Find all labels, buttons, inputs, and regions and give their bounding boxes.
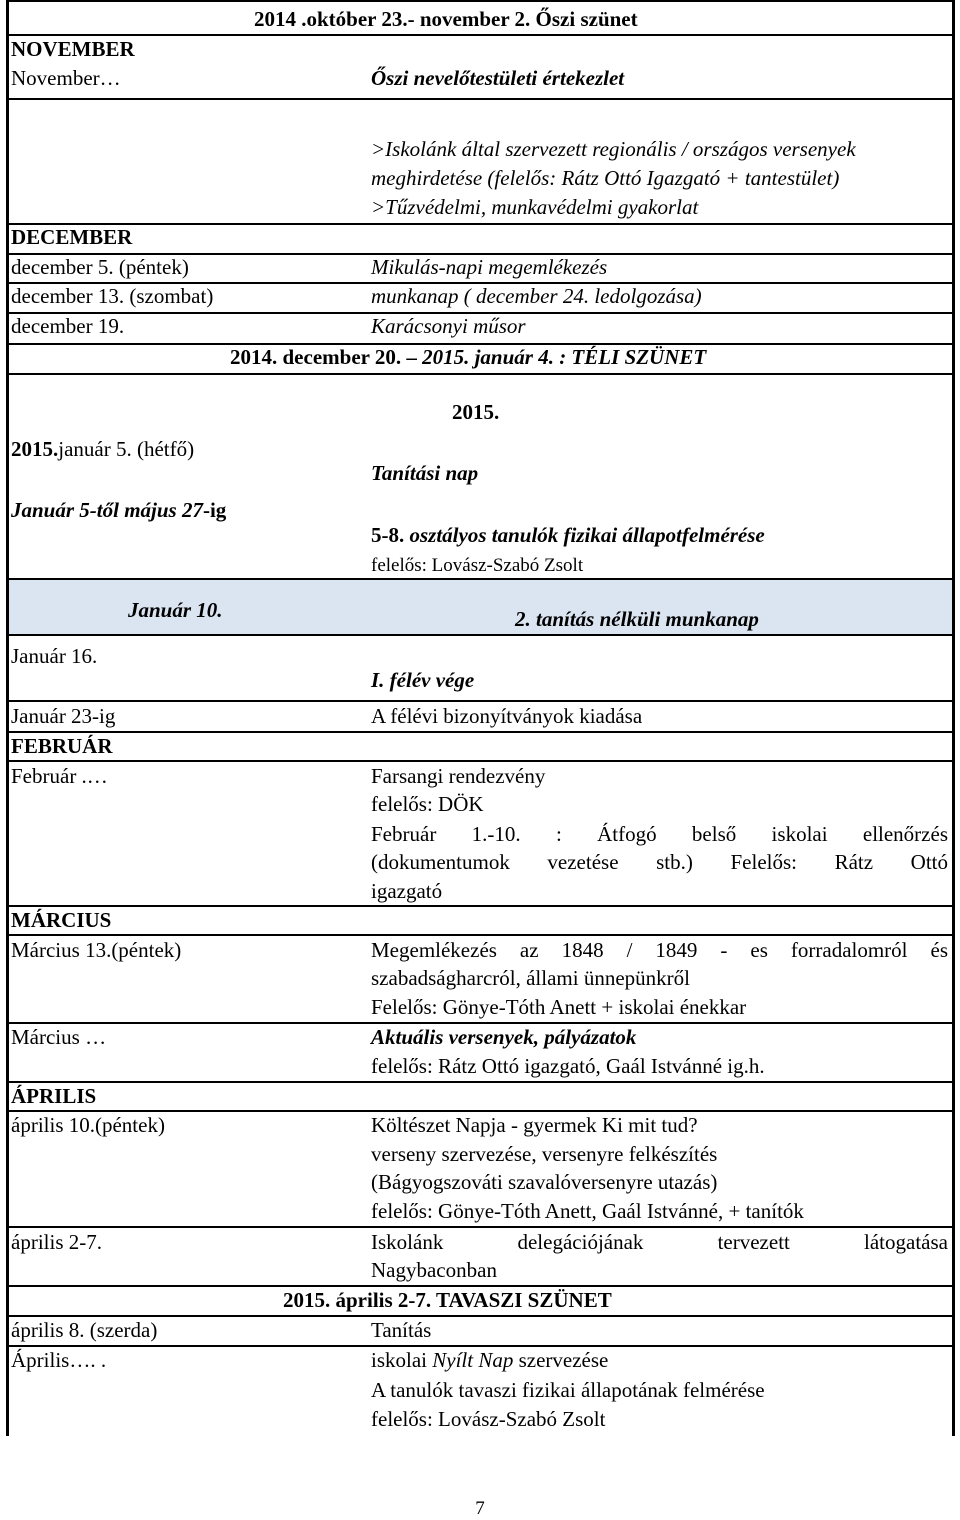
month-heading-april: ÁPRILIS (11, 1084, 97, 1108)
row-divider (6, 223, 955, 225)
page-number: 7 (475, 1498, 485, 1519)
row-divider (6, 34, 955, 36)
event-responsible: felelős: Rátz Ottó igazgató, Gaál Istvánné ig.h. (371, 1054, 765, 1078)
row-divider (6, 905, 955, 907)
event-note: verseny szervezése, versenyre felkészítés (371, 1142, 718, 1166)
event-date: Március … (11, 1025, 107, 1049)
event-date: Január 23-ig (11, 704, 116, 728)
event-title: Farsangi rendezvény (371, 764, 546, 788)
date-day: január 5. (hétfő) (58, 437, 195, 461)
winter-break-title (230, 343, 706, 371)
month-heading-march: MÁRCIUS (11, 908, 112, 932)
event-title: Nagybaconban (371, 1258, 497, 1282)
event-date: április 8. (szerda) (11, 1318, 158, 1342)
event-responsible: felelős: Lovász-Szabó Zsolt (371, 555, 584, 576)
event-note: meghirdetése (felelős: Rátz Ottó Igazgató + tantestület) (371, 166, 840, 190)
table-right-border (952, 0, 955, 1436)
event-note: Február 1.-10. : Átfogó belső iskolai ellenőrzés (371, 822, 948, 846)
event-title: Költészet Napja - gyermek Ki mit tud? (371, 1113, 698, 1137)
event-note: >Tűzvédelmi, munkavédelmi gyakorlat (371, 195, 699, 219)
date-year: 2015. (11, 437, 59, 461)
event-date: április 2-7. (11, 1230, 102, 1254)
autumn-break-title: 2014 .október 23.- november 2. Őszi szünet (254, 7, 638, 31)
event-title: munkanap ( december 24. ledolgozása) (371, 284, 702, 308)
event-date: Február .… (11, 764, 108, 788)
event-date: december 13. (szombat) (11, 284, 214, 308)
event-note: >Iskolánk által szervezett regionális / országos versenyek (371, 137, 856, 161)
event-date: április 10.(péntek) (11, 1113, 165, 1137)
event-date: Január 10. (128, 598, 223, 622)
winter-break-end: 2015. január 4. : TÉLI SZÜNET (422, 345, 707, 369)
row-divider (6, 98, 955, 100)
row-divider (6, 634, 955, 636)
event-title: 2. tanítás nélküli munkanap (515, 607, 759, 631)
event-date (11, 435, 194, 463)
spring-break-title: 2015. április 2-7. TAVASZI SZÜNET (283, 1288, 612, 1312)
event-title: A tanulók tavaszi fizikai állapotának felmérése (371, 1378, 765, 1402)
month-heading-november: NOVEMBER (11, 37, 135, 61)
event-prefix: iskolai (371, 1348, 433, 1372)
event-note: (dokumentumok vezetése stb.) Felelős: Rátz Ottó (371, 850, 948, 874)
event-title (371, 1346, 608, 1374)
event-title: Iskolánk delegációjának tervezett látogatása (371, 1230, 948, 1254)
event-date: Január 16. (11, 644, 98, 668)
event-title: I. félév vége (371, 668, 475, 692)
event-title: A félévi bizonyítványok kiadása (371, 704, 643, 728)
month-heading-december: DECEMBER (11, 225, 133, 249)
event-date: Április…. . (11, 1348, 107, 1372)
event-responsible: felelős: Gönye-Tóth Anett, Gaál Istvánné, + tanítók (371, 1199, 804, 1223)
row-divider (6, 0, 955, 2)
event-date: Március 13.(péntek) (11, 938, 182, 962)
event-grades: 5-8. (371, 523, 410, 547)
event-date: december 19. (11, 314, 125, 338)
event-responsible: felelős: Lovász-Szabó Zsolt (371, 1407, 606, 1431)
row-divider (6, 731, 955, 733)
row-divider (6, 373, 955, 375)
date-range: Január 5-től május 27 (11, 498, 203, 522)
event-responsible: felelős: DÖK (371, 792, 484, 816)
event-title: Aktuális versenyek, pályázatok (371, 1025, 637, 1049)
event-title: Tanítási nap (371, 461, 479, 485)
event-responsible: Felelős: Gönye-Tóth Anett + iskolai énekkar (371, 995, 747, 1019)
event-date: November… (11, 66, 121, 90)
month-heading-february: FEBRUÁR (11, 734, 113, 758)
event-title (371, 521, 765, 549)
winter-break-start: 2014. december 20. – (230, 345, 423, 369)
event-title: Mikulás-napi megemlékezés (371, 255, 608, 279)
event-title: Megemlékezés az 1848 / 1849 - es forradalomról és (371, 938, 948, 962)
event-emphasis: Nyílt Nap (432, 1348, 514, 1372)
event-suffix: szervezése (513, 1348, 609, 1372)
event-title: Karácsonyi műsor (371, 314, 526, 338)
year-heading: 2015. (452, 400, 500, 424)
event-date (11, 496, 226, 524)
event-title: Őszi nevelőtestületi értekezlet (371, 66, 625, 90)
event-description: osztályos tanulók fizikai állapotfelmérése (409, 523, 765, 547)
event-date: december 5. (péntek) (11, 255, 189, 279)
date-range-suffix: -ig (202, 498, 227, 522)
event-note: (Bágyogszováti szavalóversenyre utazás) (371, 1170, 718, 1194)
event-title: szabadságharcról, állami ünnepünkről (371, 966, 690, 990)
event-title: Tanítás (371, 1318, 432, 1342)
row-divider (6, 1081, 955, 1083)
event-note: igazgató (371, 879, 443, 903)
table-left-border (6, 0, 9, 1436)
